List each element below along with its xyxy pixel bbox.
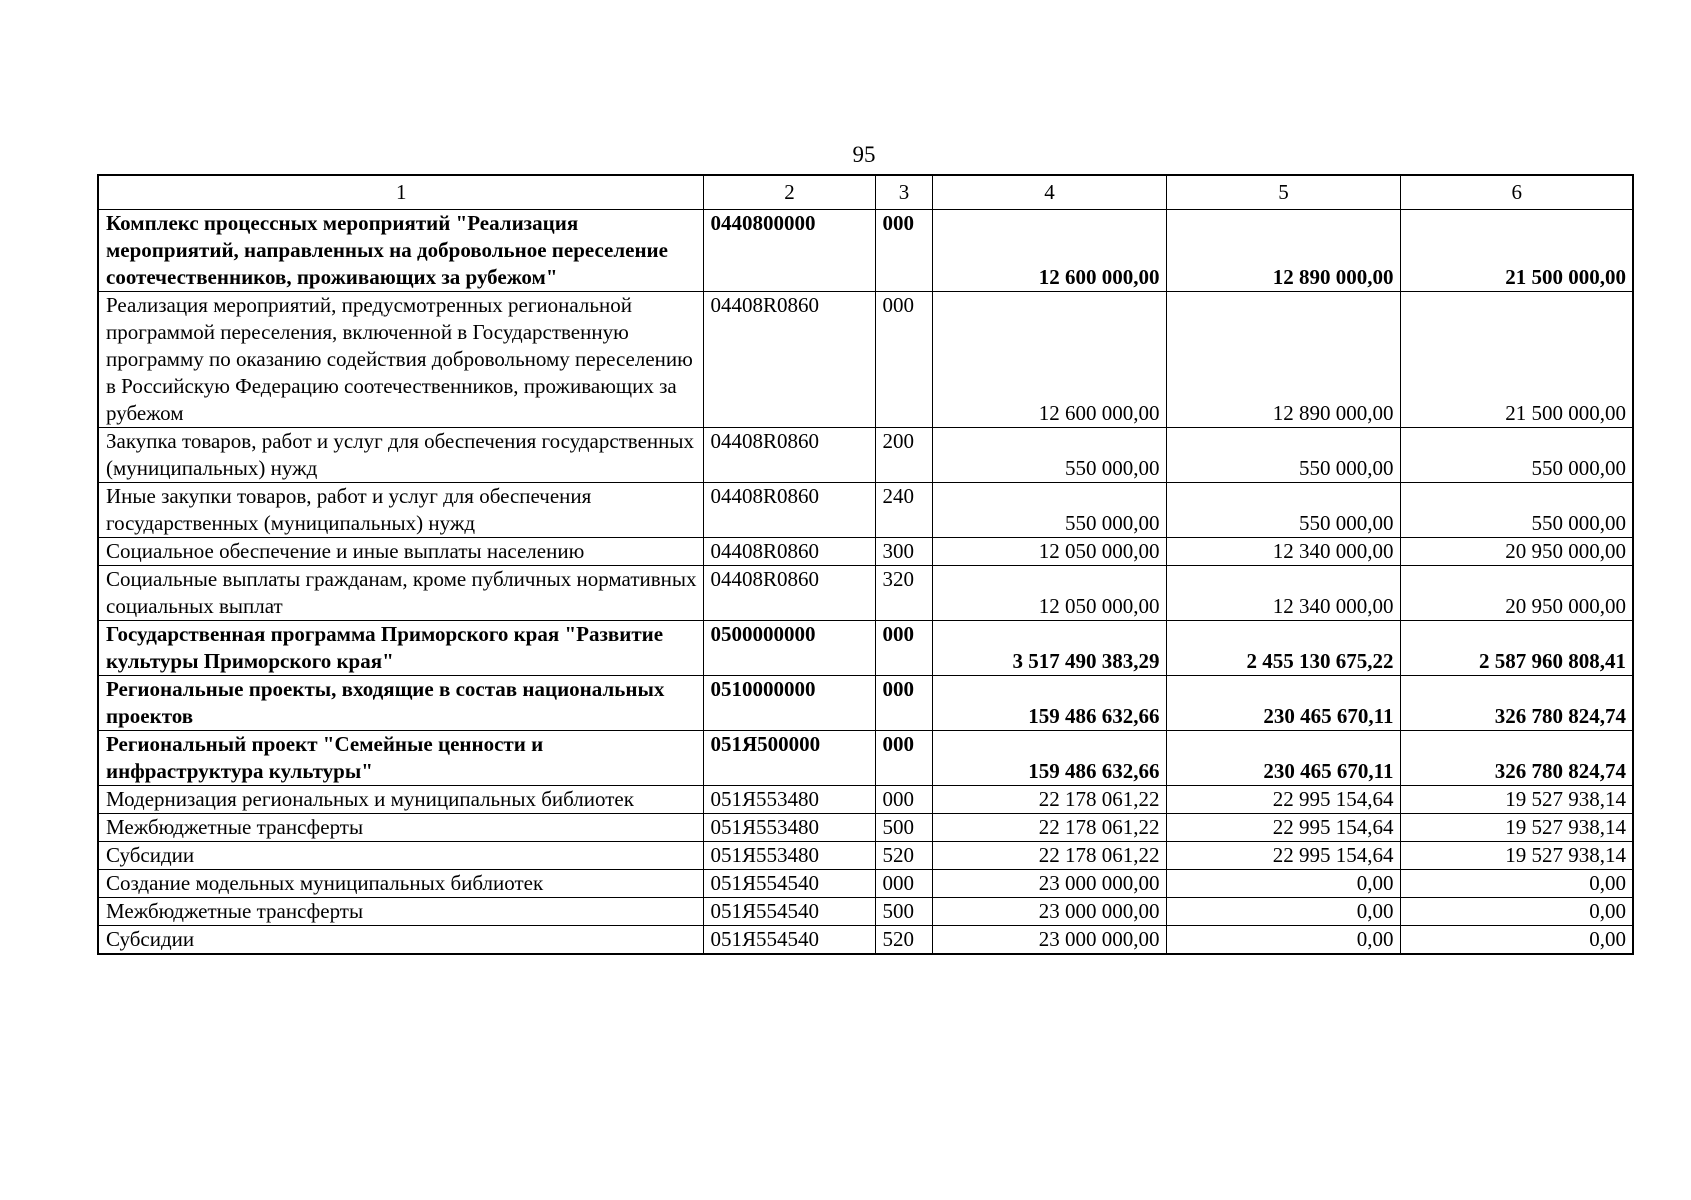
amount-year2-cell: 12 340 000,00 — [1166, 538, 1400, 566]
amount-year3-cell: 550 000,00 — [1400, 428, 1633, 483]
amount-year1-cell: 12 600 000,00 — [932, 210, 1166, 292]
table-row — [98, 676, 1633, 731]
amount-year3-cell: 326 780 824,74 — [1400, 676, 1633, 731]
amount-year3-cell: 2 587 960 808,41 — [1400, 621, 1633, 676]
page-number: 95 — [852, 142, 876, 167]
kvr-cell: 500 — [875, 814, 932, 842]
table-row — [98, 428, 1633, 483]
amount-year3-cell: 0,00 — [1400, 898, 1633, 926]
kvr-cell: 000 — [875, 676, 932, 731]
name-cell: Модернизация региональных и муниципальных библиотек — [98, 786, 703, 814]
name-cell: Реализация мероприятий, предусмотренных региональной программой переселения, включенной в Государственную программу по оказанию содействия добровольному переселению в Российскую Федерацию соотечественников, проживающих за рубежом — [98, 292, 703, 428]
code-cell: 051Я553480 — [703, 842, 875, 870]
table-row — [98, 621, 1633, 676]
kvr-cell: 000 — [875, 621, 932, 676]
amount-year1-cell: 22 178 061,22 — [932, 814, 1166, 842]
amount-year1-cell: 22 178 061,22 — [932, 786, 1166, 814]
amount-year3-cell: 21 500 000,00 — [1400, 210, 1633, 292]
code-cell: 0500000000 — [703, 621, 875, 676]
name-cell: Закупка товаров, работ и услуг для обеспечения государственных (муниципальных) нужд — [98, 428, 703, 483]
code-cell: 04408R0860 — [703, 428, 875, 483]
amount-year3-cell: 21 500 000,00 — [1400, 292, 1633, 428]
kvr-cell: 000 — [875, 292, 932, 428]
table-row — [98, 210, 1633, 292]
amount-year2-cell: 230 465 670,11 — [1166, 731, 1400, 786]
amount-year2-cell: 230 465 670,11 — [1166, 676, 1400, 731]
budget-table — [97, 174, 1634, 955]
code-cell: 0510000000 — [703, 676, 875, 731]
kvr-cell: 240 — [875, 483, 932, 538]
name-cell: Государственная программа Приморского края "Развитие культуры Приморского края" — [98, 621, 703, 676]
table-row — [98, 483, 1633, 538]
amount-year3-cell: 550 000,00 — [1400, 483, 1633, 538]
kvr-cell: 000 — [875, 210, 932, 292]
kvr-cell: 000 — [875, 731, 932, 786]
amount-year3-cell: 0,00 — [1400, 870, 1633, 898]
name-cell: Иные закупки товаров, работ и услуг для обеспечения государственных (муниципальных) нужд — [98, 483, 703, 538]
amount-year1-cell: 3 517 490 383,29 — [932, 621, 1166, 676]
amount-year2-cell: 0,00 — [1166, 898, 1400, 926]
name-cell: Субсидии — [98, 926, 703, 955]
code-cell: 04408R0860 — [703, 483, 875, 538]
kvr-cell: 500 — [875, 898, 932, 926]
kvr-cell: 000 — [875, 870, 932, 898]
header-cell-3: 3 — [875, 175, 932, 210]
amount-year1-cell: 23 000 000,00 — [932, 870, 1166, 898]
code-cell: 04408R0860 — [703, 292, 875, 428]
kvr-cell: 300 — [875, 538, 932, 566]
code-cell: 051Я554540 — [703, 926, 875, 955]
code-cell: 0440800000 — [703, 210, 875, 292]
kvr-cell: 520 — [875, 842, 932, 870]
amount-year2-cell: 550 000,00 — [1166, 483, 1400, 538]
amount-year1-cell: 159 486 632,66 — [932, 676, 1166, 731]
kvr-cell: 200 — [875, 428, 932, 483]
amount-year3-cell: 19 527 938,14 — [1400, 814, 1633, 842]
amount-year2-cell: 2 455 130 675,22 — [1166, 621, 1400, 676]
name-cell: Региональные проекты, входящие в состав национальных проектов — [98, 676, 703, 731]
name-cell: Социальные выплаты гражданам, кроме публичных нормативных социальных выплат — [98, 566, 703, 621]
table-body — [98, 175, 1633, 954]
kvr-cell: 000 — [875, 786, 932, 814]
table-row — [98, 538, 1633, 566]
name-cell: Комплекс процессных мероприятий "Реализация мероприятий, направленных на добровольное переселение соотечественников, проживающих за рубежом" — [98, 210, 703, 292]
amount-year1-cell: 22 178 061,22 — [932, 842, 1166, 870]
amount-year1-cell: 23 000 000,00 — [932, 926, 1166, 955]
header-cell-2: 2 — [703, 175, 875, 210]
table-row — [98, 842, 1633, 870]
amount-year3-cell: 0,00 — [1400, 926, 1633, 955]
header-cell-6: 6 — [1400, 175, 1633, 210]
code-cell: 04408R0860 — [703, 566, 875, 621]
amount-year2-cell: 22 995 154,64 — [1166, 842, 1400, 870]
amount-year1-cell: 12 050 000,00 — [932, 566, 1166, 621]
table-row — [98, 566, 1633, 621]
amount-year1-cell: 550 000,00 — [932, 483, 1166, 538]
amount-year2-cell: 550 000,00 — [1166, 428, 1400, 483]
name-cell: Субсидии — [98, 842, 703, 870]
amount-year2-cell: 22 995 154,64 — [1166, 814, 1400, 842]
table-header-row — [98, 175, 1633, 210]
name-cell: Региональный проект "Семейные ценности и инфраструктура культуры" — [98, 731, 703, 786]
code-cell: 051Я554540 — [703, 870, 875, 898]
header-cell-1: 1 — [98, 175, 703, 210]
table-row — [98, 292, 1633, 428]
amount-year1-cell: 159 486 632,66 — [932, 731, 1166, 786]
amount-year3-cell: 20 950 000,00 — [1400, 566, 1633, 621]
amount-year2-cell: 12 890 000,00 — [1166, 210, 1400, 292]
amount-year1-cell: 23 000 000,00 — [932, 898, 1166, 926]
amount-year1-cell: 550 000,00 — [932, 428, 1166, 483]
code-cell: 04408R0860 — [703, 538, 875, 566]
table-row — [98, 786, 1633, 814]
kvr-cell: 520 — [875, 926, 932, 955]
amount-year1-cell: 12 600 000,00 — [932, 292, 1166, 428]
name-cell: Межбюджетные трансферты — [98, 814, 703, 842]
table-row — [98, 814, 1633, 842]
table-row — [98, 731, 1633, 786]
table-row — [98, 898, 1633, 926]
kvr-cell: 320 — [875, 566, 932, 621]
header-cell-5: 5 — [1166, 175, 1400, 210]
table-row — [98, 926, 1633, 955]
amount-year1-cell: 12 050 000,00 — [932, 538, 1166, 566]
amount-year2-cell: 22 995 154,64 — [1166, 786, 1400, 814]
amount-year3-cell: 20 950 000,00 — [1400, 538, 1633, 566]
header-cell-4: 4 — [932, 175, 1166, 210]
code-cell: 051Я500000 — [703, 731, 875, 786]
amount-year3-cell: 19 527 938,14 — [1400, 842, 1633, 870]
code-cell: 051Я553480 — [703, 786, 875, 814]
name-cell: Социальное обеспечение и иные выплаты населению — [98, 538, 703, 566]
amount-year2-cell: 0,00 — [1166, 926, 1400, 955]
code-cell: 051Я554540 — [703, 898, 875, 926]
amount-year2-cell: 0,00 — [1166, 870, 1400, 898]
amount-year3-cell: 19 527 938,14 — [1400, 786, 1633, 814]
amount-year2-cell: 12 890 000,00 — [1166, 292, 1400, 428]
name-cell: Межбюджетные трансферты — [98, 898, 703, 926]
name-cell: Создание модельных муниципальных библиотек — [98, 870, 703, 898]
amount-year3-cell: 326 780 824,74 — [1400, 731, 1633, 786]
code-cell: 051Я553480 — [703, 814, 875, 842]
amount-year2-cell: 12 340 000,00 — [1166, 566, 1400, 621]
table-row — [98, 870, 1633, 898]
